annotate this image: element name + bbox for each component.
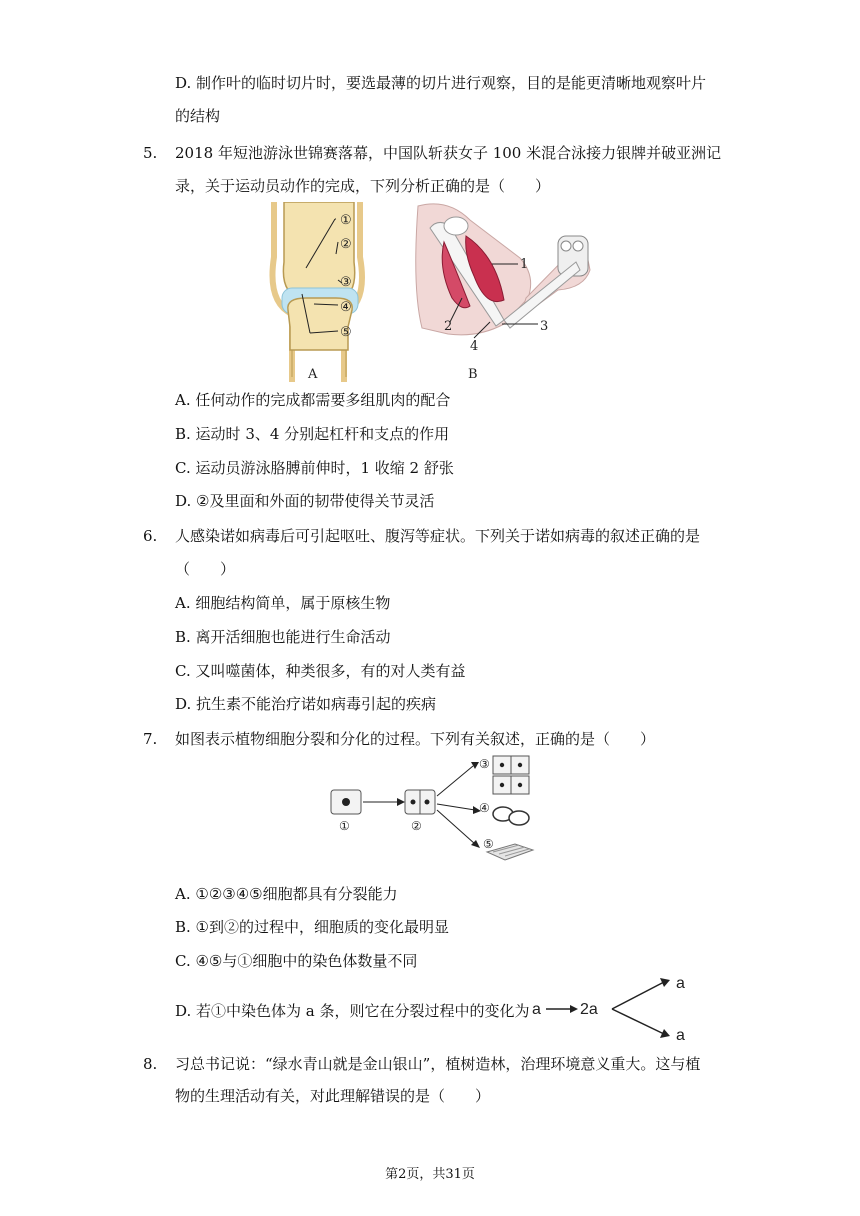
diagram-2a: 2a (580, 1001, 598, 1018)
q8-stem-line2: 物的生理活动有关，对此理解错误的是（ ） (175, 1087, 491, 1105)
q7-number: 7. (143, 730, 158, 748)
q6-option-b: B. 离开活细胞也能进行生命活动 (175, 628, 391, 646)
q7-stem: 如图表示植物细胞分裂和分化的过程。下列有关叙述，正确的是（ ） (175, 730, 656, 748)
q6-stem-line2: （ ） (175, 560, 236, 578)
q7-option-a: A. ①②③④⑤细胞都具有分裂能力 (175, 885, 398, 903)
q6-option-d: D. 抗生素不能治疗诺如病毒引起的疾病 (175, 695, 437, 713)
q8-number: 8. (143, 1055, 158, 1073)
q6-stem-line1: 人感染诺如病毒后可引起呕吐、腹泻等症状。下列关于诺如病毒的叙述正确的是 (175, 527, 701, 545)
q5-stem-line2: 录，关于运动员动作的完成，下列分析正确的是（ ） (175, 177, 551, 195)
q4-option-d-line2: 的结构 (175, 107, 221, 125)
q8-stem-line1: 习总书记说：“绿水青山就是金山银山”，植树造林，治理环境意义重大。这与植 (175, 1055, 701, 1073)
q7-option-d: D. 若①中染色体为 a 条，则它在分裂过程中的变化为 (175, 1002, 530, 1020)
cell-label-5: ⑤ (483, 837, 494, 851)
q7-option-c: C. ④⑤与①细胞中的染色体数量不同 (175, 952, 418, 970)
cell-division-figure (325, 752, 537, 864)
diagram-a-start: a (532, 1001, 541, 1018)
cell-label-1: ① (339, 819, 350, 833)
arm-muscle-figure (408, 198, 608, 382)
arm-label-1: 1 (520, 257, 529, 272)
arm-label-2: 2 (444, 319, 453, 334)
knee-label-5: ⑤ (340, 325, 352, 340)
knee-label-2: ② (340, 237, 352, 252)
chromosome-change-diagram (530, 972, 700, 1044)
q5-option-a: A. 任何动作的完成都需要多组肌肉的配合 (175, 391, 451, 409)
q5-stem-line1: 2018 年短池游泳世锦赛落幕，中国队斩获女子 100 米混合泳接力银牌并破亚洲记 (175, 144, 722, 162)
arm-label-3: 3 (540, 319, 549, 334)
q5-option-d: D. ②及里面和外面的韧带使得关节灵活 (175, 492, 435, 510)
figure-b-caption: B (468, 367, 478, 382)
q5-option-c: C. 运动员游泳胳膊前伸时，1 收缩 2 舒张 (175, 459, 454, 477)
cell-label-4: ④ (479, 801, 490, 815)
q6-option-a: A. 细胞结构简单，属于原核生物 (175, 594, 391, 612)
cell-label-2: ② (411, 819, 422, 833)
q7-option-b: B. ①到②的过程中，细胞质的变化最明显 (175, 918, 450, 936)
knee-label-1: ① (340, 213, 352, 228)
q6-number: 6. (143, 527, 158, 545)
figure-a-caption: A (308, 367, 318, 382)
q6-option-c: C. 又叫噬菌体，种类很多，有的对人类有益 (175, 662, 466, 680)
q5-number: 5. (143, 144, 158, 162)
cell-label-3: ③ (479, 757, 490, 771)
q5-option-b: B. 运动时 3、4 分别起杠杆和支点的作用 (175, 425, 450, 443)
knee-label-4: ④ (340, 300, 352, 315)
q4-option-d-line1: D. 制作叶的临时切片时，要选最薄的切片进行观察，目的是能更清晰地观察叶片 (175, 74, 707, 92)
arm-label-4: 4 (470, 339, 479, 354)
diagram-a-bottom: a (676, 1027, 685, 1044)
knee-joint-figure (262, 202, 392, 382)
knee-label-3: ③ (340, 275, 352, 290)
diagram-a-top: a (676, 975, 685, 992)
page-footer: 第2页，共31页 (385, 1167, 475, 1182)
